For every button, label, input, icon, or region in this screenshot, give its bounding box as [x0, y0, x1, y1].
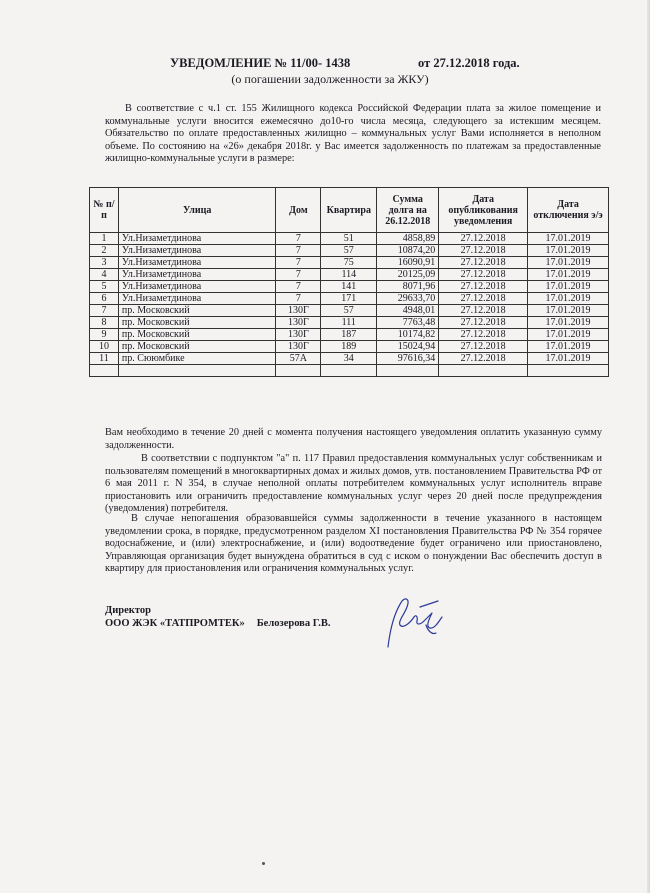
cell-empty [90, 365, 119, 377]
header-apartment: Квартира [321, 188, 377, 233]
cell-disconnect-date: 17.01.2019 [528, 245, 609, 257]
cell-house: 7 [276, 293, 321, 305]
cell-empty [276, 365, 321, 377]
cell-publication-date: 27.12.2018 [439, 257, 528, 269]
cell-apartment: 75 [321, 257, 377, 269]
cell-num: 11 [90, 353, 119, 365]
cell-publication-date: 27.12.2018 [439, 329, 528, 341]
cell-publication-date: 27.12.2018 [439, 317, 528, 329]
cell-apartment: 189 [321, 341, 377, 353]
cell-street: Ул.Низаметдинова [118, 269, 276, 281]
cell-debt-sum: 16090,91 [377, 257, 439, 269]
cell-disconnect-date: 17.01.2019 [528, 281, 609, 293]
cell-house: 7 [276, 257, 321, 269]
cell-street: пр. Московский [118, 341, 276, 353]
table-row [90, 293, 609, 305]
cell-street: Ул.Низаметдинова [118, 293, 276, 305]
cell-disconnect-date: 17.01.2019 [528, 353, 609, 365]
cell-apartment: 111 [321, 317, 377, 329]
cell-street: Ул.Низаметдинова [118, 245, 276, 257]
cell-num: 7 [90, 305, 119, 317]
cell-debt-sum: 7763,48 [377, 317, 439, 329]
cell-disconnect-date: 17.01.2019 [528, 317, 609, 329]
cell-publication-date: 27.12.2018 [439, 281, 528, 293]
paper-speck [262, 862, 265, 865]
cell-num: 4 [90, 269, 119, 281]
cell-street: пр. Московский [118, 305, 276, 317]
cell-house: 7 [276, 269, 321, 281]
cell-apartment: 34 [321, 353, 377, 365]
cell-apartment: 57 [321, 305, 377, 317]
cell-house: 130Г [276, 305, 321, 317]
header-disconnect-date: Дата отключения э/э [528, 188, 609, 233]
cell-publication-date: 27.12.2018 [439, 269, 528, 281]
cell-street: Ул.Низаметдинова [118, 257, 276, 269]
table-header-row [90, 188, 609, 233]
cell-house: 7 [276, 233, 321, 245]
table-row [90, 269, 609, 281]
cell-num: 2 [90, 245, 119, 257]
cell-disconnect-date: 17.01.2019 [528, 293, 609, 305]
court-warning-paragraph: В случае непогашения образовавшейся суммы задолженности в течение указанного в настоящем уведомлении срока, в порядке, предусмотренном разделом XI постановления Правительства РФ № 354 горячее водоснабжение, и (или) электроснабжение, и (или) водоотведение будет ограничено или приостановлено, Управляющая организация будет вынуждена обратиться в суд с иском о понуждении Вас обеспечить доступ в квартиру для приостановления или ограничения коммунальных услуг. [105, 513, 602, 575]
cell-apartment: 51 [321, 233, 377, 245]
cell-disconnect-date: 17.01.2019 [528, 257, 609, 269]
cell-num: 6 [90, 293, 119, 305]
cell-apartment: 57 [321, 245, 377, 257]
cell-house: 7 [276, 281, 321, 293]
cell-num: 1 [90, 233, 119, 245]
header-street: Улица [118, 188, 276, 233]
signer-role: Директор [105, 605, 151, 616]
cell-house: 130Г [276, 317, 321, 329]
rules-paragraph: В соответствии с подпунктом "а" п. 117 Правил предоставления коммунальных услуг собственникам и пользователям помещений в многоквартирных домах и жилых домов, утв. постановлением Правительства РФ от 6 мая 2011 г. N 354, в случае неполной оплаты потребителем коммунальных услуг исполнитель вправе приостановить или ограничить предоставление коммунальных услуг через 20 дней после предупреждения (уведомления) потребителя. [105, 453, 602, 515]
header-debt-sum: Сумма долга на 26.12.2018 [377, 188, 439, 233]
cell-empty [321, 365, 377, 377]
cell-debt-sum: 4948,01 [377, 305, 439, 317]
cell-empty [439, 365, 528, 377]
cell-debt-sum: 97616,34 [377, 353, 439, 365]
cell-publication-date: 27.12.2018 [439, 293, 528, 305]
cell-street: пр. Сююмбике [118, 353, 276, 365]
cell-num: 10 [90, 341, 119, 353]
cell-apartment: 114 [321, 269, 377, 281]
cell-publication-date: 27.12.2018 [439, 353, 528, 365]
document-title: УВЕДОМЛЕНИЕ № 11/00- 1438 [170, 56, 351, 70]
signer-name: Белозерова Г.В. [256, 618, 331, 629]
signer-org-line [105, 617, 330, 630]
cell-disconnect-date: 17.01.2019 [528, 305, 609, 317]
cell-apartment: 141 [321, 281, 377, 293]
cell-street: Ул.Низаметдинова [118, 281, 276, 293]
table-row-empty [90, 365, 609, 377]
cell-disconnect-date: 17.01.2019 [528, 341, 609, 353]
cell-street: Ул.Низаметдинова [118, 233, 276, 245]
cell-debt-sum: 15024,94 [377, 341, 439, 353]
table-row [90, 305, 609, 317]
cell-house: 7 [276, 245, 321, 257]
debt-table [89, 187, 609, 377]
cell-publication-date: 27.12.2018 [439, 341, 528, 353]
signature-block [105, 604, 330, 630]
cell-num: 9 [90, 329, 119, 341]
cell-disconnect-date: 17.01.2019 [528, 329, 609, 341]
signer-organization: ООО ЖЭК «ТАТПРОМТЕК» [105, 618, 245, 629]
cell-street: пр. Московский [118, 317, 276, 329]
handwritten-signature [380, 595, 455, 650]
intro-paragraph: В соответствие с ч.1 ст. 155 Жилищного кодекса Российской Федерации плата за жилое помещение и коммунальные услуги вносится ежемесячно до10-го числа месяца, следующего за истекшим месяцем. Обязательство по оплате предоставленных жилищно – коммунальных услуг Вами исполняется в неполном объеме. По состоянию на «26» декабря 2018г. у Вас имеется задолженность по платежам за предоставленные жилищно-коммунальные услуги в размере: [105, 103, 601, 165]
cell-apartment: 171 [321, 293, 377, 305]
cell-debt-sum: 10174,82 [377, 329, 439, 341]
header-house: Дом [276, 188, 321, 233]
table-row [90, 329, 609, 341]
table-row [90, 245, 609, 257]
table-row [90, 281, 609, 293]
payment-deadline-paragraph: Вам необходимо в течение 20 дней с момента получения настоящего уведомления оплатить указанную сумму задолженности. [105, 427, 602, 451]
cell-debt-sum: 20125,09 [377, 269, 439, 281]
table-row [90, 341, 609, 353]
cell-disconnect-date: 17.01.2019 [528, 269, 609, 281]
cell-empty [377, 365, 439, 377]
cell-house: 57А [276, 353, 321, 365]
document-subtitle: (о погашении задолженности за ЖКУ) [231, 72, 429, 86]
table-row [90, 317, 609, 329]
cell-publication-date: 27.12.2018 [439, 233, 528, 245]
cell-num: 5 [90, 281, 119, 293]
cell-apartment: 187 [321, 329, 377, 341]
document-date: от 27.12.2018 года. [418, 56, 520, 70]
cell-debt-sum: 4858,89 [377, 233, 439, 245]
table-row [90, 257, 609, 269]
cell-publication-date: 27.12.2018 [439, 245, 528, 257]
header-num: № п/п [90, 188, 119, 233]
cell-house: 130Г [276, 329, 321, 341]
title-line [0, 56, 650, 72]
cell-house: 130Г [276, 341, 321, 353]
cell-debt-sum: 29633,70 [377, 293, 439, 305]
cell-street: пр. Московский [118, 329, 276, 341]
cell-debt-sum: 8071,96 [377, 281, 439, 293]
cell-debt-sum: 10874,20 [377, 245, 439, 257]
cell-num: 3 [90, 257, 119, 269]
table-row [90, 353, 609, 365]
table-row [90, 233, 609, 245]
cell-empty [528, 365, 609, 377]
cell-num: 8 [90, 317, 119, 329]
cell-empty [118, 365, 276, 377]
cell-disconnect-date: 17.01.2019 [528, 233, 609, 245]
cell-publication-date: 27.12.2018 [439, 305, 528, 317]
header-publication-date: Дата опубликования уведомления [439, 188, 528, 233]
